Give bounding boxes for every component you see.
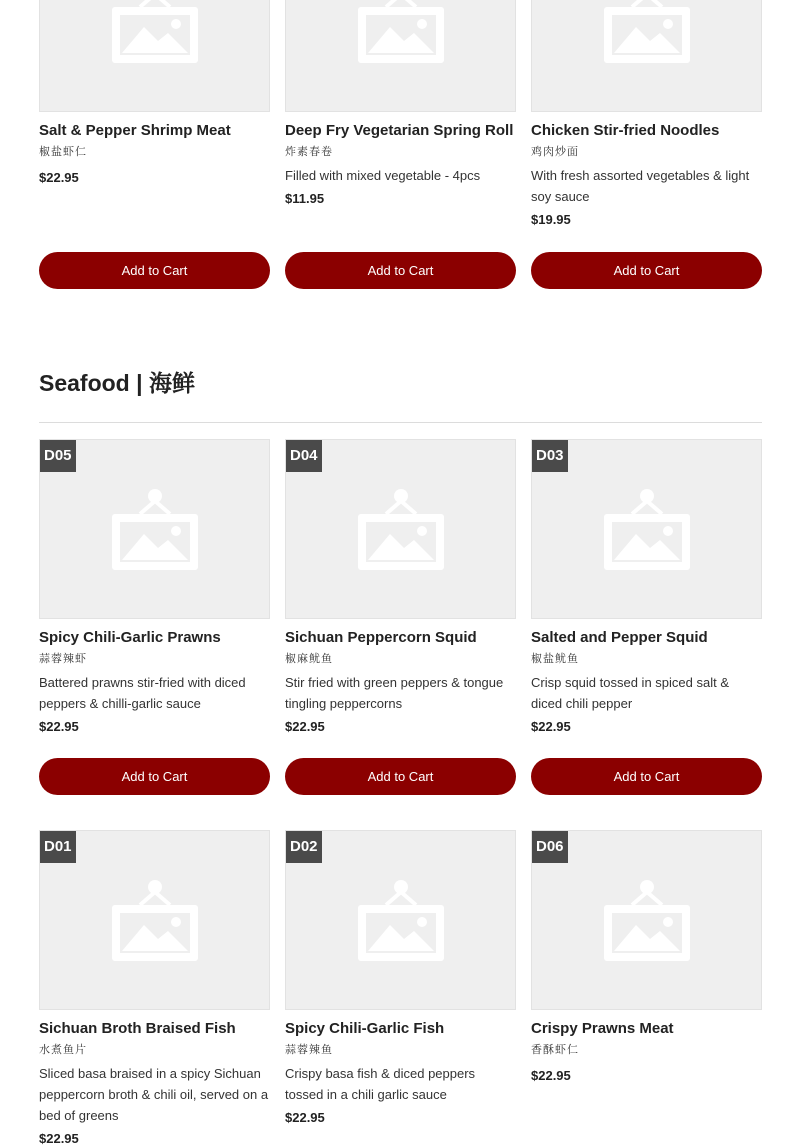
image-placeholder-icon — [110, 875, 200, 965]
menu-item-image[interactable] — [531, 0, 762, 112]
menu-item-chinese-name: 香酥虾仁 — [531, 1044, 579, 1056]
menu-item-card — [39, 439, 270, 784]
menu-item-card — [285, 830, 516, 1147]
menu-item-card — [39, 830, 270, 1147]
menu-item-image[interactable] — [39, 830, 270, 1010]
menu-item-name: Sichuan Peppercorn Squid — [285, 629, 477, 646]
menu-item-name: Sichuan Broth Braised Fish — [39, 1020, 236, 1037]
menu-item-chinese-name: 蒜蓉辣鱼 — [285, 1044, 333, 1056]
menu-item-chinese-name: 水煮鱼片 — [39, 1044, 87, 1056]
menu-item-description: Crisp squid tossed in spiced salt & diced chili pepper — [531, 675, 729, 711]
menu-item-price: $22.95 — [531, 719, 571, 734]
menu-item-name: Spicy Chili-Garlic Prawns — [39, 629, 221, 646]
menu-item-chinese-name: 椒麻鱿鱼 — [285, 653, 333, 665]
add-to-cart-button[interactable]: Add to Cart — [285, 252, 516, 289]
menu-item-image[interactable] — [285, 439, 516, 619]
menu-item-description: Stir fried with green peppers & tongue tingling peppercorns — [285, 675, 504, 711]
menu-item-name: Spicy Chili-Garlic Fish — [285, 1020, 445, 1037]
section-divider — [39, 422, 762, 423]
menu-item-image[interactable] — [531, 830, 762, 1010]
add-to-cart-button[interactable]: Add to Cart — [531, 252, 762, 289]
menu-item-name: Chicken Stir-fried Noodles — [531, 122, 720, 139]
menu-grid-seafood-row1 — [39, 439, 762, 784]
menu-item-price: $22.95 — [285, 719, 325, 734]
menu-item-name: Deep Fry Vegetarian Spring Roll — [285, 122, 514, 139]
menu-item-card — [531, 439, 762, 784]
image-placeholder-icon — [602, 875, 692, 965]
image-placeholder-icon — [356, 875, 446, 965]
menu-item-price: $22.95 — [39, 1131, 79, 1146]
menu-item-chinese-name: 鸡肉炒面 — [531, 146, 579, 158]
menu-item-chinese-name: 炸素春卷 — [285, 146, 333, 158]
menu-item-image[interactable] — [531, 439, 762, 619]
menu-item-description: With fresh assorted vegetables & light soy sauce — [531, 168, 750, 204]
image-placeholder-icon — [356, 484, 446, 574]
menu-item-chinese-name: 椒盐虾仁 — [39, 146, 87, 158]
menu-item-description: Crispy basa fish & diced peppers tossed in a chili garlic sauce — [285, 1066, 476, 1102]
add-to-cart-button[interactable]: Add to Cart — [285, 758, 516, 795]
menu-item-price: $22.95 — [531, 1068, 571, 1083]
item-code-badge: D01 — [40, 831, 76, 863]
item-code-badge: D04 — [286, 440, 322, 472]
menu-item-image[interactable] — [39, 0, 270, 112]
image-placeholder-icon — [356, 0, 446, 67]
image-placeholder-icon — [110, 484, 200, 574]
menu-item-card — [531, 830, 762, 1147]
image-placeholder-icon — [110, 0, 200, 67]
item-code-badge: D02 — [286, 831, 322, 863]
item-code-badge: D06 — [532, 831, 568, 863]
menu-item-chinese-name: 蒜蓉辣虾 — [39, 653, 87, 665]
menu-grid-top — [39, 0, 762, 278]
menu-item-card — [285, 439, 516, 784]
image-placeholder-icon — [602, 484, 692, 574]
item-code-badge: D03 — [532, 440, 568, 472]
menu-item-chinese-name: 椒盐鱿鱼 — [531, 653, 579, 665]
menu-item-price: $22.95 — [285, 1110, 325, 1125]
menu-item-name: Salt & Pepper Shrimp Meat — [39, 122, 231, 139]
menu-item-card — [39, 0, 270, 278]
menu-item-description: Filled with mixed vegetable - 4pcs — [285, 168, 481, 183]
menu-item-card — [531, 0, 762, 278]
menu-item-card — [285, 0, 516, 278]
add-to-cart-button[interactable]: Add to Cart — [39, 758, 270, 795]
menu-item-price: $22.95 — [39, 719, 79, 734]
image-placeholder-icon — [602, 0, 692, 67]
menu-item-description: Sliced basa braised in a spicy Sichuan peppercorn broth & chili oil, served on a bed of greens — [39, 1066, 269, 1123]
menu-item-price: $22.95 — [39, 170, 79, 185]
menu-item-price: $11.95 — [285, 191, 325, 206]
menu-item-price: $19.95 — [531, 212, 571, 227]
menu-item-image[interactable] — [285, 0, 516, 112]
add-to-cart-button[interactable]: Add to Cart — [39, 252, 270, 289]
section-title: Seafood | 海鲜 — [39, 370, 195, 396]
menu-grid-seafood-row2 — [39, 830, 762, 1147]
add-to-cart-button[interactable]: Add to Cart — [531, 758, 762, 795]
menu-item-description: Battered prawns stir-fried with diced peppers & chilli-garlic sauce — [39, 675, 246, 711]
menu-item-name: Crispy Prawns Meat — [531, 1020, 674, 1037]
item-code-badge: D05 — [40, 440, 76, 472]
menu-item-image[interactable] — [39, 439, 270, 619]
menu-item-name: Salted and Pepper Squid — [531, 629, 708, 646]
menu-item-image[interactable] — [285, 830, 516, 1010]
